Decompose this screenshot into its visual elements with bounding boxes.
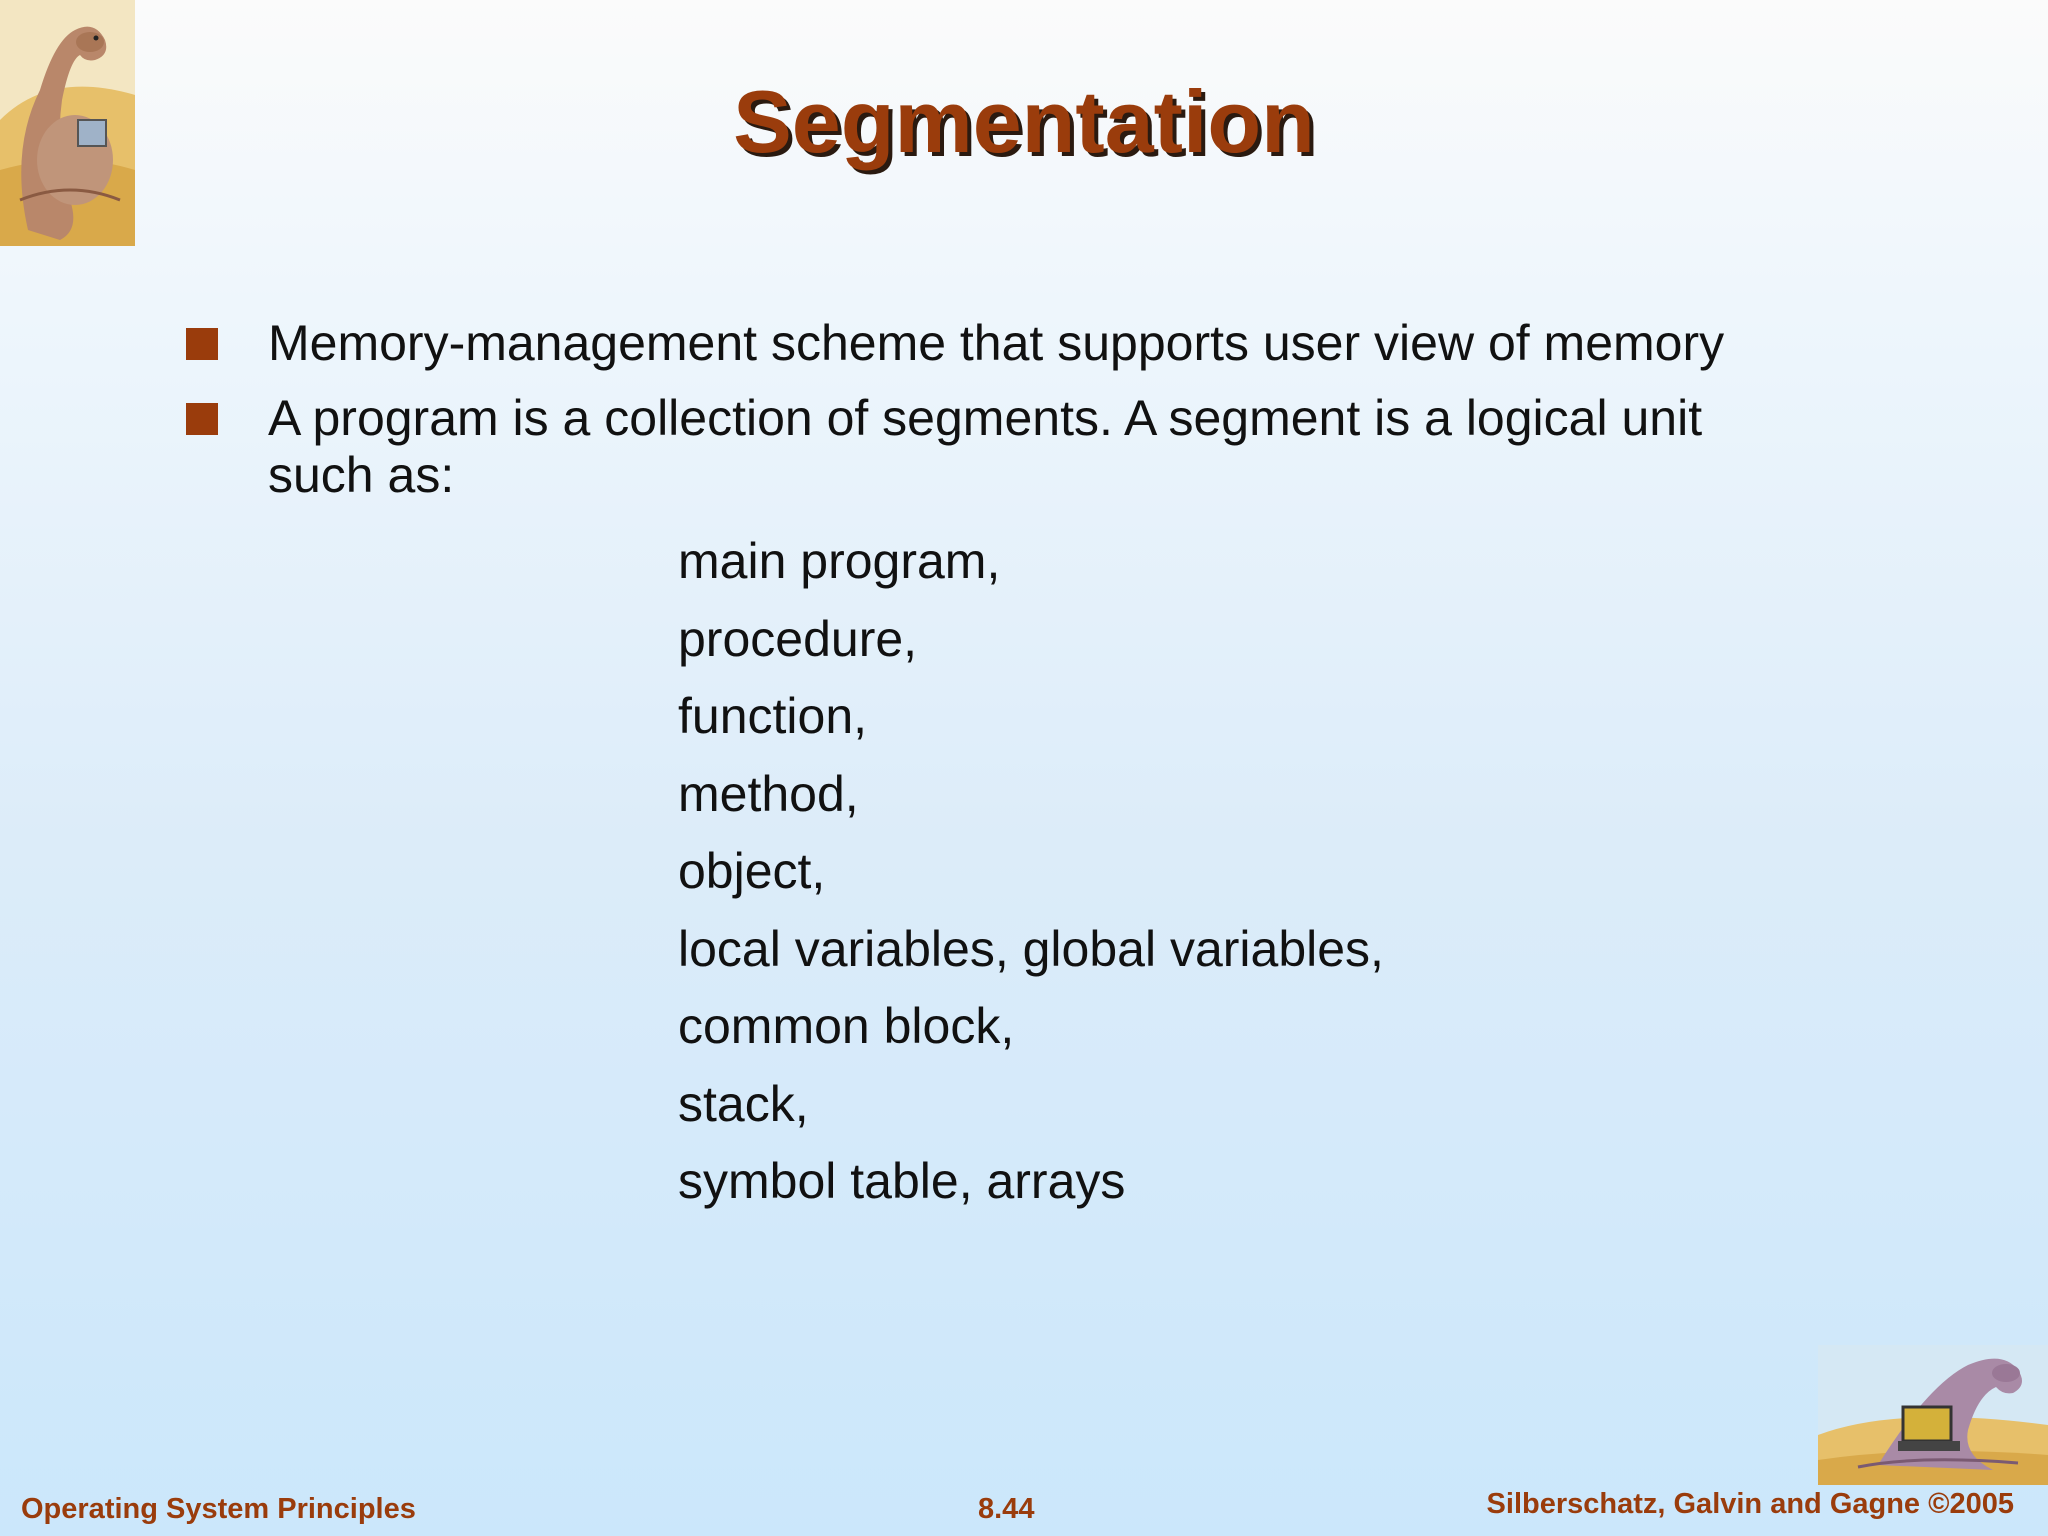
list-item: symbol table, arrays — [678, 1153, 1126, 1209]
list-item: procedure, — [678, 610, 918, 667]
slide-title: Segmentation — [733, 72, 1315, 171]
footer-copyright: Silberschatz, Galvin and Gagne ©2005 — [1486, 1488, 2014, 1520]
footer-course-title: Operating System Principles — [21, 1493, 416, 1525]
list-item: stack, — [678, 1075, 809, 1132]
square-bullet-icon — [186, 403, 218, 435]
segment-examples-list — [678, 523, 1384, 1221]
list-item: main program, — [678, 533, 1001, 589]
bullet-list — [186, 315, 1786, 522]
footer-slide-number: 8.44 — [978, 1493, 1035, 1525]
bullet-item — [186, 390, 1786, 504]
dinosaur-laptop-illustration — [1818, 1345, 2048, 1485]
bullet-item — [186, 315, 1786, 372]
bullet-text: Memory-management scheme that supports user view of memory — [268, 315, 1725, 371]
bullet-text: A program is a collection of segments. A segment is a logical unit such as: — [268, 390, 1703, 503]
list-item: common block, — [678, 998, 1015, 1054]
list-item: function, — [678, 688, 868, 744]
list-item: method, — [678, 765, 859, 822]
square-bullet-icon — [186, 328, 218, 360]
list-item: object, — [678, 843, 826, 899]
list-item: local variables, global variables, — [678, 920, 1384, 977]
